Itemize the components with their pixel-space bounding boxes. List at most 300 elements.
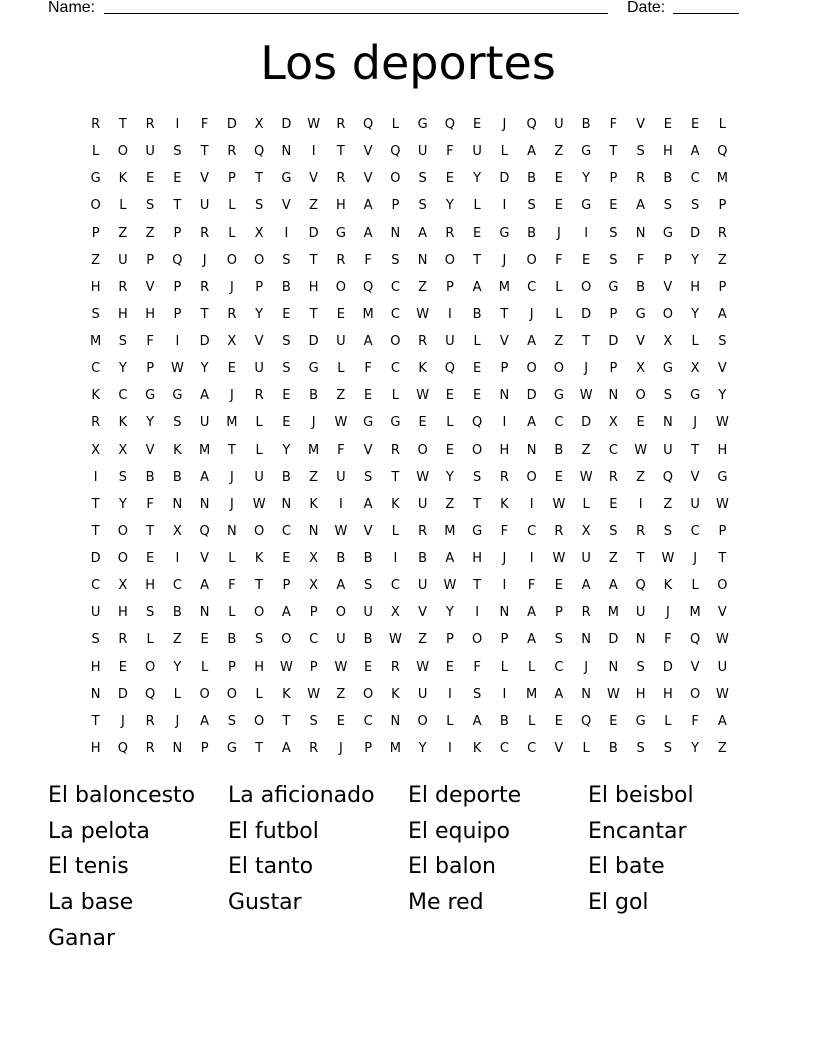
grid-letter[interactable]: C xyxy=(390,306,400,322)
grid-letter[interactable]: C xyxy=(118,388,128,404)
grid-letter[interactable]: W xyxy=(661,551,675,567)
grid-letter[interactable]: B xyxy=(636,279,646,295)
grid-letter[interactable]: H xyxy=(308,279,319,295)
grid-letter[interactable]: S xyxy=(282,361,291,377)
grid-letter[interactable]: N xyxy=(390,225,401,241)
grid-letter[interactable]: B xyxy=(172,469,182,485)
grid-letter[interactable]: L xyxy=(473,198,481,214)
grid-letter[interactable]: M xyxy=(90,334,102,350)
grid-letter[interactable]: N xyxy=(172,496,183,512)
grid-letter[interactable]: G xyxy=(281,171,292,187)
grid-letter[interactable]: A xyxy=(717,713,727,729)
grid-letter[interactable]: V xyxy=(636,117,646,133)
grid-letter[interactable]: G xyxy=(635,713,646,729)
date-blank-line[interactable] xyxy=(673,13,739,14)
grid-letter[interactable]: L xyxy=(500,144,508,160)
grid-letter[interactable]: D xyxy=(608,334,619,350)
grid-letter[interactable]: M xyxy=(199,442,211,458)
grid-letter[interactable]: J xyxy=(529,306,534,322)
grid-letter[interactable]: Y xyxy=(146,415,155,431)
grid-letter[interactable]: I xyxy=(175,334,180,350)
grid-letter[interactable]: U xyxy=(336,469,346,485)
grid-letter[interactable]: J xyxy=(502,117,507,133)
grid-letter[interactable]: O xyxy=(335,605,346,621)
grid-letter[interactable]: G xyxy=(172,388,183,404)
grid-letter[interactable]: T xyxy=(173,198,182,214)
grid-letter[interactable]: E xyxy=(336,713,345,729)
grid-letter[interactable]: E xyxy=(146,551,155,567)
grid-letter[interactable]: R xyxy=(581,605,591,621)
grid-letter[interactable]: S xyxy=(718,334,727,350)
grid-letter[interactable]: V xyxy=(690,469,700,485)
grid-letter[interactable]: L xyxy=(691,578,699,594)
grid-letter[interactable]: V xyxy=(200,551,210,567)
grid-letter[interactable]: T xyxy=(473,496,482,512)
grid-letter[interactable]: U xyxy=(445,334,455,350)
grid-letter[interactable]: E xyxy=(663,117,672,133)
grid-letter[interactable]: Y xyxy=(691,740,700,756)
grid-letter[interactable]: B xyxy=(227,632,237,648)
grid-letter[interactable]: J xyxy=(120,713,125,729)
grid-letter[interactable]: U xyxy=(690,496,700,512)
grid-letter[interactable]: O xyxy=(254,523,265,539)
grid-letter[interactable]: I xyxy=(502,415,507,431)
grid-letter[interactable]: W xyxy=(552,551,566,567)
grid-letter[interactable]: G xyxy=(308,361,319,377)
grid-letter[interactable]: G xyxy=(662,225,673,241)
grid-letter[interactable]: M xyxy=(689,605,701,621)
grid-letter[interactable]: A xyxy=(281,740,291,756)
grid-letter[interactable]: S xyxy=(173,415,182,431)
grid-letter[interactable]: A xyxy=(363,198,373,214)
grid-letter[interactable]: L xyxy=(500,659,508,675)
grid-letter[interactable]: D xyxy=(662,659,673,675)
grid-letter[interactable]: E xyxy=(364,659,373,675)
grid-letter[interactable]: T xyxy=(118,117,127,133)
grid-letter[interactable]: L xyxy=(582,740,590,756)
grid-letter[interactable]: B xyxy=(145,469,155,485)
grid-letter[interactable]: L xyxy=(391,117,399,133)
grid-letter[interactable]: W xyxy=(552,496,566,512)
grid-letter[interactable]: I xyxy=(447,686,452,702)
grid-letter[interactable]: C xyxy=(527,523,537,539)
grid-letter[interactable]: C xyxy=(608,442,618,458)
grid-letter[interactable]: L xyxy=(391,388,399,404)
grid-letter[interactable]: P xyxy=(173,279,182,295)
grid-letter[interactable]: Q xyxy=(526,117,537,133)
grid-letter[interactable]: C xyxy=(281,523,291,539)
grid-letter[interactable]: V xyxy=(145,279,155,295)
grid-letter[interactable]: O xyxy=(254,605,265,621)
grid-letter[interactable]: P xyxy=(364,740,373,756)
grid-letter[interactable]: M xyxy=(362,306,374,322)
grid-letter[interactable]: W xyxy=(443,578,457,594)
grid-letter[interactable]: C xyxy=(527,740,537,756)
grid-letter[interactable]: D xyxy=(308,225,319,241)
grid-letter[interactable]: P xyxy=(309,659,318,675)
grid-letter[interactable]: V xyxy=(363,144,373,160)
grid-letter[interactable]: R xyxy=(418,334,428,350)
grid-letter[interactable]: Y xyxy=(691,306,700,322)
grid-letter[interactable]: Q xyxy=(117,740,128,756)
grid-letter[interactable]: A xyxy=(608,578,618,594)
grid-letter[interactable]: S xyxy=(663,740,672,756)
grid-letter[interactable]: P xyxy=(718,198,727,214)
grid-letter[interactable]: K xyxy=(391,496,400,512)
grid-letter[interactable]: V xyxy=(690,659,700,675)
grid-letter[interactable]: B xyxy=(663,171,673,187)
grid-letter[interactable]: N xyxy=(390,713,401,729)
grid-letter[interactable]: Z xyxy=(418,632,428,648)
grid-letter[interactable]: I xyxy=(338,496,343,512)
grid-letter[interactable]: V xyxy=(636,334,646,350)
grid-letter[interactable]: S xyxy=(663,523,672,539)
grid-letter[interactable]: B xyxy=(527,171,537,187)
grid-letter[interactable]: U xyxy=(554,117,564,133)
grid-letter[interactable]: O xyxy=(254,713,265,729)
grid-letter[interactable]: J xyxy=(584,659,589,675)
grid-letter[interactable]: K xyxy=(282,686,291,702)
grid-letter[interactable]: H xyxy=(690,279,701,295)
grid-letter[interactable]: P xyxy=(391,198,400,214)
grid-letter[interactable]: E xyxy=(227,361,236,377)
grid-letter[interactable]: Z xyxy=(336,388,346,404)
grid-letter[interactable]: Z xyxy=(717,740,727,756)
grid-letter[interactable]: H xyxy=(635,686,646,702)
grid-letter[interactable]: N xyxy=(635,632,646,648)
grid-letter[interactable]: K xyxy=(173,442,182,458)
grid-letter[interactable]: O xyxy=(117,551,128,567)
grid-letter[interactable]: W xyxy=(334,415,348,431)
grid-letter[interactable]: Q xyxy=(662,469,673,485)
grid-letter[interactable]: O xyxy=(472,632,483,648)
name-blank-line[interactable] xyxy=(104,13,608,14)
grid-letter[interactable]: E xyxy=(445,442,454,458)
grid-letter[interactable]: Q xyxy=(717,144,728,160)
grid-letter[interactable]: N xyxy=(526,442,537,458)
grid-letter[interactable]: X xyxy=(91,442,101,458)
grid-letter[interactable]: E xyxy=(636,415,645,431)
grid-letter[interactable]: J xyxy=(502,551,507,567)
grid-letter[interactable]: F xyxy=(609,117,618,133)
grid-letter[interactable]: L xyxy=(228,605,236,621)
grid-letter[interactable]: T xyxy=(636,551,645,567)
grid-letter[interactable]: Y xyxy=(582,171,591,187)
grid-letter[interactable]: V xyxy=(717,605,727,621)
grid-letter[interactable]: X xyxy=(118,578,128,594)
grid-letter[interactable]: G xyxy=(472,523,483,539)
grid-letter[interactable]: K xyxy=(418,361,427,377)
grid-letter[interactable]: M xyxy=(389,740,401,756)
grid-letter[interactable]: K xyxy=(500,496,509,512)
grid-letter[interactable]: I xyxy=(311,144,316,160)
grid-letter[interactable]: N xyxy=(281,144,292,160)
grid-letter[interactable]: R xyxy=(91,415,101,431)
grid-letter[interactable]: B xyxy=(608,740,618,756)
grid-letter[interactable]: N xyxy=(308,523,319,539)
grid-letter[interactable]: A xyxy=(200,469,210,485)
grid-letter[interactable]: R xyxy=(445,225,455,241)
grid-letter[interactable]: O xyxy=(717,578,728,594)
grid-letter[interactable]: E xyxy=(336,306,345,322)
grid-letter[interactable]: O xyxy=(254,252,265,268)
grid-letter[interactable]: R xyxy=(336,171,346,187)
grid-letter[interactable]: H xyxy=(662,686,673,702)
grid-letter[interactable]: X xyxy=(690,361,700,377)
grid-letter[interactable]: U xyxy=(635,605,646,621)
grid-letter[interactable]: R xyxy=(336,252,346,268)
grid-letter[interactable]: S xyxy=(418,171,427,187)
grid-letter[interactable]: A xyxy=(690,144,700,160)
grid-letter[interactable]: A xyxy=(527,632,537,648)
grid-letter[interactable]: G xyxy=(553,388,564,404)
grid-letter[interactable]: G xyxy=(499,225,510,241)
grid-letter[interactable]: C xyxy=(390,361,400,377)
grid-letter[interactable]: K xyxy=(663,578,673,594)
grid-letter[interactable]: Z xyxy=(309,469,319,485)
grid-letter[interactable]: X xyxy=(581,523,591,539)
grid-letter[interactable]: N xyxy=(608,388,619,404)
grid-letter[interactable]: T xyxy=(255,740,264,756)
grid-letter[interactable]: V xyxy=(717,361,727,377)
grid-letter[interactable]: I xyxy=(502,198,507,214)
grid-letter[interactable]: L xyxy=(173,686,181,702)
grid-letter[interactable]: Q xyxy=(199,523,210,539)
grid-letter[interactable]: P xyxy=(609,171,618,187)
grid-letter[interactable]: B xyxy=(472,306,482,322)
grid-letter[interactable]: U xyxy=(363,605,373,621)
grid-letter[interactable]: P xyxy=(173,306,182,322)
grid-letter[interactable]: L xyxy=(119,198,127,214)
grid-letter[interactable]: E xyxy=(282,306,291,322)
grid-letter[interactable]: O xyxy=(444,252,455,268)
grid-letter[interactable]: Y xyxy=(282,442,291,458)
grid-letter[interactable]: M xyxy=(498,279,510,295)
grid-letter[interactable]: O xyxy=(690,686,701,702)
grid-letter[interactable]: A xyxy=(527,415,537,431)
grid-letter[interactable]: S xyxy=(91,632,100,648)
grid-letter[interactable]: S xyxy=(636,659,645,675)
grid-letter[interactable]: R xyxy=(309,740,319,756)
grid-letter[interactable]: R xyxy=(390,442,400,458)
grid-letter[interactable]: Z xyxy=(336,686,346,702)
grid-letter[interactable]: P xyxy=(200,740,209,756)
grid-letter[interactable]: O xyxy=(390,334,401,350)
grid-letter[interactable]: E xyxy=(554,713,563,729)
grid-letter[interactable]: S xyxy=(118,469,127,485)
grid-letter[interactable]: D xyxy=(581,415,592,431)
grid-letter[interactable]: Z xyxy=(608,551,618,567)
grid-letter[interactable]: M xyxy=(607,605,619,621)
grid-letter[interactable]: O xyxy=(390,171,401,187)
grid-letter[interactable]: S xyxy=(690,198,700,214)
grid-letter[interactable]: W xyxy=(334,659,348,675)
grid-letter[interactable]: S xyxy=(282,334,291,350)
grid-letter[interactable]: R xyxy=(227,144,237,160)
grid-letter[interactable]: G xyxy=(90,171,101,187)
grid-letter[interactable]: T xyxy=(336,144,345,160)
grid-letter[interactable]: X xyxy=(608,415,618,431)
grid-letter[interactable]: D xyxy=(581,306,592,322)
grid-letter[interactable]: T xyxy=(391,469,400,485)
grid-letter[interactable]: R xyxy=(200,225,210,241)
grid-letter[interactable]: A xyxy=(527,605,537,621)
grid-letter[interactable]: T xyxy=(473,252,482,268)
grid-letter[interactable]: L xyxy=(718,117,726,133)
grid-letter[interactable]: L xyxy=(473,334,481,350)
grid-letter[interactable]: S xyxy=(554,632,563,648)
grid-letter[interactable]: Q xyxy=(444,117,455,133)
grid-letter[interactable]: N xyxy=(281,496,292,512)
grid-letter[interactable]: T xyxy=(91,496,100,512)
grid-letter[interactable]: D xyxy=(199,334,210,350)
grid-letter[interactable]: U xyxy=(417,496,428,512)
grid-letter[interactable]: W xyxy=(715,686,729,702)
grid-letter[interactable]: S xyxy=(227,713,236,729)
grid-letter[interactable]: N xyxy=(417,252,428,268)
grid-letter[interactable]: S xyxy=(609,252,618,268)
grid-letter[interactable]: P xyxy=(718,279,727,295)
grid-letter[interactable]: Q xyxy=(472,415,483,431)
grid-letter[interactable]: L xyxy=(228,225,236,241)
grid-letter[interactable]: I xyxy=(529,551,534,567)
grid-letter[interactable]: G xyxy=(226,740,237,756)
grid-letter[interactable]: P xyxy=(718,523,727,539)
grid-letter[interactable]: W xyxy=(307,686,321,702)
grid-letter[interactable]: A xyxy=(336,578,346,594)
grid-letter[interactable]: G xyxy=(390,415,401,431)
grid-letter[interactable]: Q xyxy=(145,686,156,702)
grid-letter[interactable]: Z xyxy=(636,469,646,485)
grid-letter[interactable]: S xyxy=(91,306,100,322)
grid-letter[interactable]: E xyxy=(118,659,127,675)
grid-letter[interactable]: A xyxy=(200,388,210,404)
grid-letter[interactable]: W xyxy=(416,388,430,404)
grid-letter[interactable]: C xyxy=(527,279,537,295)
grid-letter[interactable]: W xyxy=(252,496,266,512)
grid-letter[interactable]: X xyxy=(172,523,182,539)
grid-letter[interactable]: E xyxy=(582,252,591,268)
grid-letter[interactable]: Q xyxy=(363,279,374,295)
grid-letter[interactable]: L xyxy=(337,361,345,377)
grid-letter[interactable]: L xyxy=(92,144,100,160)
grid-letter[interactable]: D xyxy=(308,334,319,350)
grid-letter[interactable]: G xyxy=(363,415,374,431)
grid-letter[interactable]: R xyxy=(118,632,128,648)
grid-letter[interactable]: I xyxy=(393,551,398,567)
grid-letter[interactable]: A xyxy=(418,225,428,241)
grid-letter[interactable]: A xyxy=(717,306,727,322)
grid-letter[interactable]: T xyxy=(609,144,618,160)
grid-letter[interactable]: E xyxy=(173,171,182,187)
grid-letter[interactable]: A xyxy=(363,334,373,350)
grid-letter[interactable]: B xyxy=(172,605,182,621)
grid-letter[interactable]: Q xyxy=(390,144,401,160)
grid-letter[interactable]: T xyxy=(91,713,100,729)
grid-letter[interactable]: C xyxy=(363,713,373,729)
grid-letter[interactable]: I xyxy=(175,551,180,567)
grid-letter[interactable]: T xyxy=(582,334,591,350)
grid-letter[interactable]: M xyxy=(226,415,238,431)
grid-letter[interactable]: E xyxy=(609,496,618,512)
grid-letter[interactable]: K xyxy=(118,415,128,431)
grid-letter[interactable]: Z xyxy=(717,252,727,268)
grid-letter[interactable]: C xyxy=(390,578,400,594)
grid-letter[interactable]: F xyxy=(364,252,372,268)
grid-letter[interactable]: F xyxy=(337,442,345,458)
grid-letter[interactable]: P xyxy=(173,225,182,241)
grid-letter[interactable]: I xyxy=(502,578,507,594)
grid-letter[interactable]: T xyxy=(718,551,727,567)
grid-letter[interactable]: Z xyxy=(172,632,182,648)
grid-letter[interactable]: B xyxy=(336,551,346,567)
grid-letter[interactable]: V xyxy=(200,171,210,187)
grid-letter[interactable]: O xyxy=(226,686,237,702)
grid-letter[interactable]: Y xyxy=(255,306,264,322)
grid-letter[interactable]: V xyxy=(281,198,291,214)
grid-letter[interactable]: R xyxy=(499,469,509,485)
grid-letter[interactable]: U xyxy=(145,144,155,160)
grid-letter[interactable]: H xyxy=(472,551,483,567)
grid-letter[interactable]: C xyxy=(690,523,700,539)
grid-letter[interactable]: J xyxy=(584,361,589,377)
grid-letter[interactable]: Y xyxy=(418,740,427,756)
grid-letter[interactable]: N xyxy=(635,225,646,241)
grid-letter[interactable]: E xyxy=(445,388,454,404)
grid-letter[interactable]: H xyxy=(90,740,101,756)
grid-letter[interactable]: H xyxy=(717,442,728,458)
grid-letter[interactable]: E xyxy=(554,578,563,594)
grid-letter[interactable]: M xyxy=(526,686,538,702)
grid-letter[interactable]: P xyxy=(445,279,454,295)
grid-letter[interactable]: M xyxy=(308,442,320,458)
grid-letter[interactable]: J xyxy=(311,415,316,431)
grid-letter[interactable]: K xyxy=(254,551,264,567)
grid-letter[interactable]: Z xyxy=(554,144,564,160)
grid-letter[interactable]: C xyxy=(172,578,182,594)
grid-letter[interactable]: Y xyxy=(200,361,209,377)
grid-letter[interactable]: S xyxy=(282,252,291,268)
grid-letter[interactable]: U xyxy=(336,632,346,648)
grid-letter[interactable]: O xyxy=(417,442,428,458)
grid-letter[interactable]: E xyxy=(282,388,291,404)
grid-letter[interactable]: Y xyxy=(118,496,127,512)
grid-letter[interactable]: I xyxy=(638,496,643,512)
grid-letter[interactable]: U xyxy=(717,659,728,675)
grid-letter[interactable]: O xyxy=(117,523,128,539)
grid-letter[interactable]: M xyxy=(716,171,728,187)
grid-letter[interactable]: S xyxy=(173,144,182,160)
grid-letter[interactable]: B xyxy=(418,551,428,567)
grid-letter[interactable]: H xyxy=(90,279,101,295)
grid-letter[interactable]: L xyxy=(255,442,263,458)
grid-letter[interactable]: E xyxy=(445,659,454,675)
grid-letter[interactable]: J xyxy=(665,605,670,621)
grid-letter[interactable]: H xyxy=(90,659,101,675)
grid-letter[interactable]: F xyxy=(500,523,509,539)
grid-letter[interactable]: F xyxy=(146,496,154,512)
grid-letter[interactable]: H xyxy=(117,605,128,621)
grid-letter[interactable]: X xyxy=(309,551,319,567)
grid-letter[interactable]: O xyxy=(226,252,237,268)
grid-letter[interactable]: V xyxy=(663,279,673,295)
grid-letter[interactable]: E xyxy=(418,415,427,431)
grid-letter[interactable]: S xyxy=(363,469,373,485)
grid-letter[interactable]: S xyxy=(663,388,672,404)
grid-letter[interactable]: X xyxy=(663,334,673,350)
grid-letter[interactable]: F xyxy=(527,578,536,594)
grid-letter[interactable]: I xyxy=(447,306,452,322)
